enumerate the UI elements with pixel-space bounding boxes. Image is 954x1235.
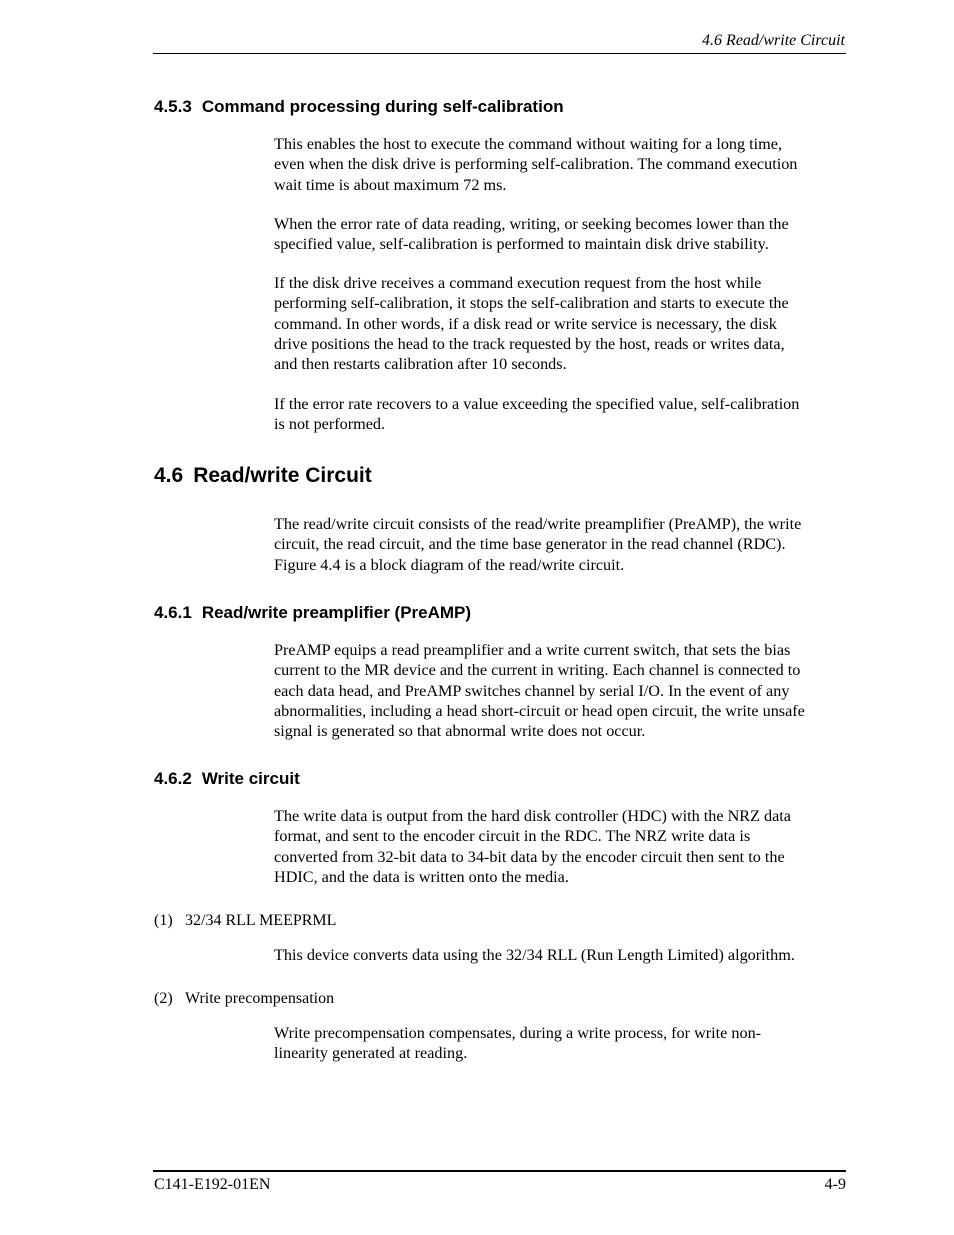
section-title: Command processing during self-calibration <box>201 97 564 116</box>
section-title: Read/write preamplifier (PreAMP) <box>201 603 472 622</box>
paragraph <box>274 273 846 374</box>
text-line: abnormalities, including a head short-circuit or head open circuit, the write unsafe <box>274 701 805 720</box>
numbered-item-1 <box>154 912 336 930</box>
text-line: wait time is about maximum 72 ms. <box>274 175 507 194</box>
section-heading-4-5-3 <box>154 97 564 117</box>
text-line: each data head, and PreAMP switches channel by serial I/O. In the event of any <box>274 681 790 700</box>
text-line: format, and sent to the encoder circuit in the RDC. The NRZ write data is <box>274 827 751 846</box>
paragraph <box>274 514 846 575</box>
text-line: converted from 32-bit data to 34-bit data by the encoder circuit then sent to the <box>274 847 785 866</box>
text-line: The write data is output from the hard disk controller (HDC) with the NRZ data <box>274 807 791 825</box>
item-number: (1) <box>154 912 173 929</box>
paragraph <box>274 640 846 741</box>
text-line: Write precompensation compensates, during a write process, for write non- <box>274 1024 762 1042</box>
text-line: is not performed. <box>274 415 386 434</box>
section-title: Read/write Circuit <box>193 464 372 487</box>
section-number: 4.5.3 <box>154 97 192 116</box>
section-heading-4-6-1 <box>154 603 471 623</box>
section-number: 4.6.2 <box>154 769 192 788</box>
text-line: PreAMP equips a read preamplifier and a write current switch, that sets the bias <box>274 641 791 659</box>
paragraph <box>274 394 846 435</box>
text-line: drive positions the head to the track requested by the host, reads or writes data, <box>274 334 785 353</box>
text-line: even when the disk drive is performing self-calibration. The command execution <box>274 155 798 174</box>
text-line: This device converts data using the 32/34 RLL (Run Length Limited) algorithm. <box>274 946 795 964</box>
section-heading-4-6 <box>154 464 372 488</box>
text-line: The read/write circuit consists of the read/write preamplifier (PreAMP), the write <box>274 515 802 533</box>
text-line: linearity generated at reading. <box>274 1044 468 1063</box>
section-heading-4-6-2 <box>154 769 300 789</box>
text-line: performing self-calibration, it stops the self-calibration and starts to execute the <box>274 294 789 313</box>
text-line: signal is generated so that abnormal write does not occur. <box>274 722 646 741</box>
text-line: current to the MR device and the current in writing. Each channel is connected to <box>274 661 801 680</box>
text-line: and then restarts calibration after 10 seconds. <box>274 355 567 374</box>
text-line: HDIC, and the data is written onto the media. <box>274 867 569 886</box>
text-line: specified value, self-calibration is performed to maintain disk drive stability. <box>274 235 769 254</box>
page-number: 4-9 <box>824 1176 846 1193</box>
paragraph <box>274 1023 846 1064</box>
text-line: When the error rate of data reading, writing, or seeking becomes lower than the <box>274 215 789 233</box>
text-line: This enables the host to execute the command without waiting for a long time, <box>274 135 782 153</box>
item-number: (2) <box>154 990 173 1007</box>
header-rule <box>153 53 846 54</box>
item-title: 32/34 RLL MEEPRML <box>185 912 337 929</box>
document-code: C141-E192-01EN <box>154 1176 271 1193</box>
paragraph <box>274 214 846 255</box>
section-title: Write circuit <box>201 769 300 788</box>
section-number: 4.6 <box>154 464 184 487</box>
text-line: Figure 4.4 is a block diagram of the read/write circuit. <box>274 555 625 574</box>
item-title: Write precompensation <box>185 990 335 1007</box>
section-number: 4.6.1 <box>154 603 192 622</box>
numbered-item-2 <box>154 990 334 1008</box>
paragraph <box>274 806 846 887</box>
paragraph <box>274 134 846 195</box>
running-header: 4.6 Read/write Circuit <box>702 32 845 49</box>
paragraph <box>274 945 846 965</box>
text-line: command. In other words, if a disk read or write service is necessary, the disk <box>274 314 777 333</box>
text-line: If the disk drive receives a command execution request from the host while <box>274 274 762 292</box>
text-line: circuit, the read circuit, and the time base generator in the read channel (RDC). <box>274 535 786 554</box>
text-line: If the error rate recovers to a value exceeding the specified value, self-calibration <box>274 395 800 413</box>
footer-rule <box>153 1170 846 1172</box>
